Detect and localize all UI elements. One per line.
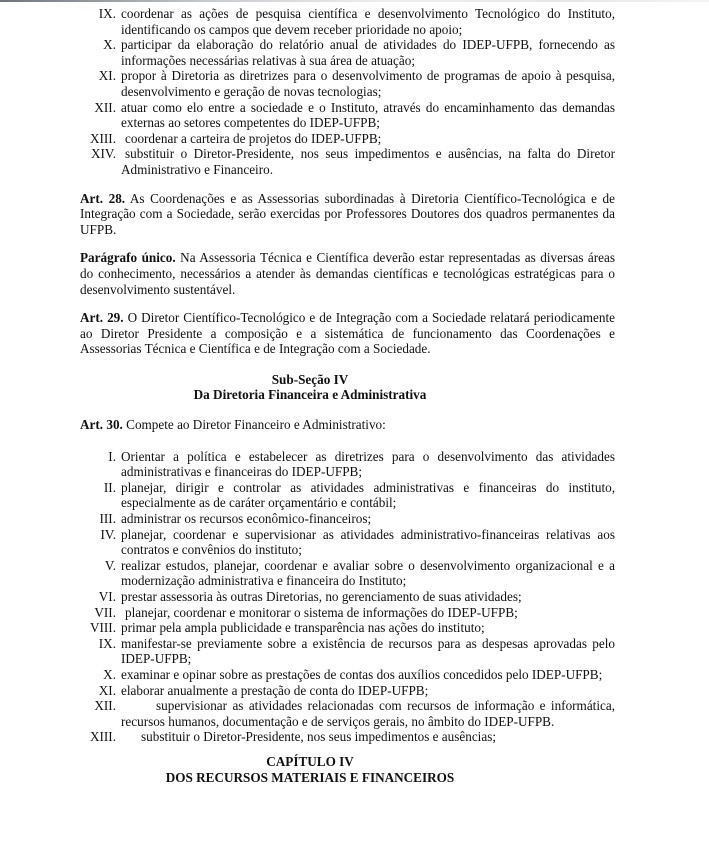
item-text: planejar, coordenar e supervisionar as atividades administrativo-financeiras relativas aos contratos e convênios do instituto; (121, 526, 615, 558)
item-text: supervisionar as atividades relacionadas com recursos de informação e informática, recursos humanos, documentação e de serviços gerais, no âmbito do IDEP-UFPB. (121, 698, 615, 729)
item-text: Orientar a política e estabelecer as diretrizes para o desenvolvimento das atividades administrativas e financeiras do IDEP-UFPB; (121, 448, 615, 480)
article-29 (80, 310, 615, 357)
list-item-i (80, 449, 615, 480)
list-item-ii (80, 480, 615, 511)
article-28-label: Art. 28. (80, 190, 126, 206)
item-number: X. (103, 666, 116, 682)
list-item-xi (80, 683, 615, 699)
item-number: VII. (94, 604, 116, 620)
item-text: coordenar a carteira de projetos do IDEP-UFPB; (125, 130, 382, 146)
item-text: substituir o Diretor-Presidente, nos seus impedimentos e ausências, na falta do Diretor Administrativo e Financeiro. (121, 146, 615, 177)
article-28-text: As Coordenações e as Assessorias subordinadas à Diretoria Científico-Tecnológica e de Integração com a Sociedade, serão exercidas por Professores Doutores dos quadros permanentes da UFPB. (80, 190, 615, 237)
item-text: manifestar-se previamente sobre a existência de recursos para as despesas aprovadas pelo IDEP-UFPB; (121, 635, 615, 667)
item-text: planejar, dirigir e controlar as atividades administrativas e financeiras do instituto, especialmente as de caráter orçamentário e contábil; (121, 479, 615, 511)
list-item-xiii (80, 729, 615, 745)
list-item-xii (80, 100, 615, 131)
item-number: XIII. (90, 729, 116, 745)
item-number: XII. (94, 99, 116, 115)
article-28 (80, 191, 615, 238)
list-item-ix (80, 6, 615, 37)
list-item-v (80, 558, 615, 589)
list-item-xi (80, 68, 615, 99)
item-number: VI. (98, 589, 116, 604)
item-text: prestar assessoria às outras Diretorias, no gerenciamento de suas atividades; (121, 589, 522, 604)
list-item-x (80, 667, 615, 683)
item-text: planejar, coordenar e monitorar o sistema de informações do IDEP-UFPB; (125, 604, 518, 620)
page-top-edge (0, 0, 709, 2)
list-item-xii (80, 698, 615, 729)
item-number: I. (108, 448, 116, 464)
item-text: atuar como elo entre a sociedade e o Instituto, através do encaminhamento das demandas externas ao setores competentes do IDEP-UFPB; (121, 99, 615, 131)
subsection-title: Da Diretoria Financeira e Administrativa (193, 387, 427, 403)
article-30-label: Art. 30. (80, 417, 123, 433)
subsection-heading (80, 372, 540, 403)
item-number: II. (103, 479, 116, 495)
roman-list-competencias-diretor-cientifico (80, 6, 615, 178)
item-text: propor à Diretoria as diretrizes para o desenvolvimento de programas de apoio à pesquisa, desenvolvimento e geração de novas tecnologias; (121, 68, 615, 99)
item-text: primar pela ampla publicidade e transparência nas ações do instituto; (121, 620, 485, 636)
item-number: IX. (98, 6, 116, 21)
item-text: substituir o Diretor-Presidente, nos seus impedimentos e ausências; (141, 729, 496, 745)
list-item-vii (80, 605, 615, 621)
item-number: VIII. (90, 620, 116, 636)
item-text: administrar os recursos econômico-financeiros; (121, 511, 372, 527)
item-number: IV. (100, 526, 116, 542)
article-29-label: Art. 29. (80, 310, 124, 326)
article-30 (80, 417, 615, 433)
item-number: XI. (98, 682, 116, 698)
list-item-ix (80, 636, 615, 667)
item-text: realizar estudos, planejar, coordenar e avaliar sobre o desenvolvimento organizacional e a modernização administrativa e financeira do Instituto; (121, 557, 615, 589)
list-item-viii (80, 620, 615, 636)
paragrafo-unico-text: Na Assessoria Técnica e Científica deverão estar representadas as diversas áreas do conhecimento, necessários a atender às demandas científicas e tecnológicas estratégicas para o desenvolvimento sustentável. (80, 250, 616, 297)
list-item-iii (80, 511, 615, 527)
item-number: III. (99, 511, 116, 527)
item-number: XIV. (90, 146, 116, 162)
list-item-xiv (80, 146, 615, 177)
paragrafo-unico (80, 250, 615, 297)
article-30-text: Compete ao Diretor Financeiro e Administrativo: (126, 417, 386, 433)
list-item-iv (80, 527, 615, 558)
item-text: participar da elaboração do relatório anual de atividades do IDEP-UFPB, fornecendo as informações necessárias relativas à sua área de atuação; (121, 37, 615, 68)
item-number: XIII. (90, 130, 116, 146)
subsection-number: Sub-Seção IV (271, 371, 349, 387)
article-29-text: O Diretor Científico-Tecnológico e de Integração com a Sociedade relatará periodicamente ao Diretor Presidente a composição e a sistemática de funcionamento das Coordenações e Assessorias Técnica e Científica e de Integração com a Sociedade. (80, 310, 616, 357)
item-text: examinar e opinar sobre as prestações de contas dos auxílios concedidos pelo IDEP-UFPB; (121, 666, 603, 682)
list-item-x (80, 37, 615, 68)
item-number: X. (103, 37, 116, 53)
item-number: XII. (94, 698, 116, 714)
item-number: IX. (98, 635, 116, 651)
list-item-vi (80, 589, 615, 605)
item-text: elaborar anualmente a prestação de conta do IDEP-UFPB; (121, 682, 429, 698)
roman-list-competencias-diretor-financeiro (80, 449, 615, 745)
chapter-number: CAPÍTULO IV (266, 753, 354, 769)
chapter-heading (80, 754, 540, 785)
item-number: V. (104, 557, 116, 573)
item-text: coordenar as ações de pesquisa científica e desenvolvimento Tecnológico do Instituto, identificando os campos que devem receber prioridade no apoio; (121, 6, 615, 37)
chapter-title: DOS RECURSOS MATERIAIS E FINANCEIROS (165, 769, 455, 785)
item-number: XI. (98, 68, 116, 84)
list-item-xiii (80, 131, 615, 147)
paragrafo-unico-label: Parágrafo único. (80, 250, 176, 266)
